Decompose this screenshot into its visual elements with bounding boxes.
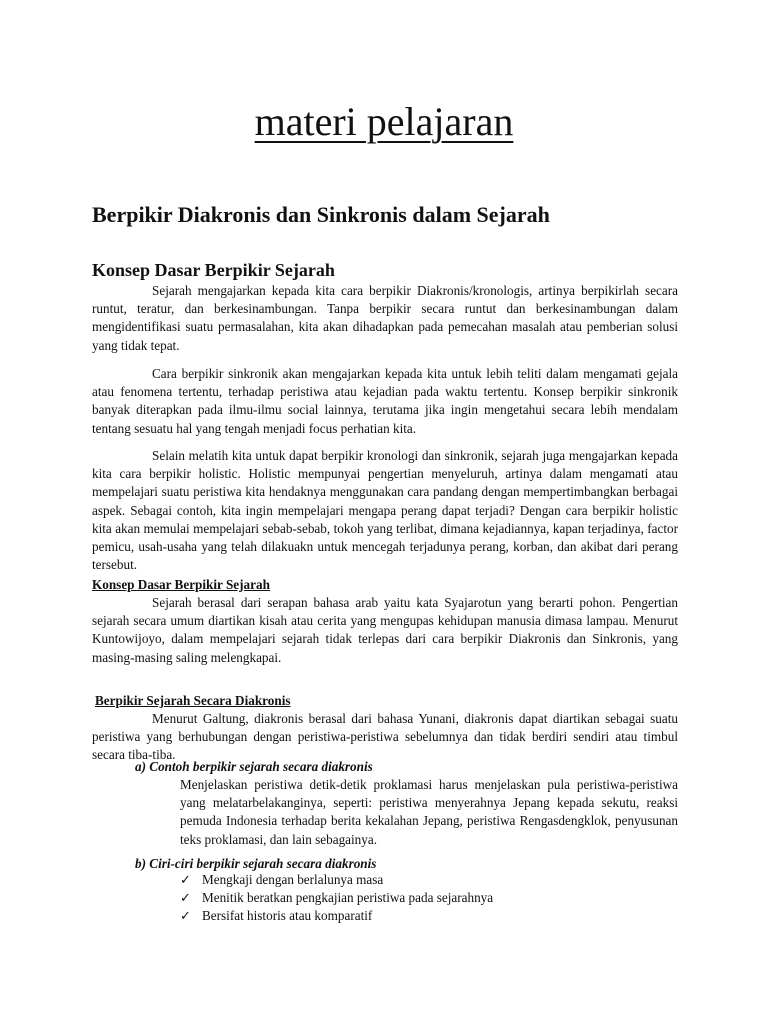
list-item bbox=[180, 871, 493, 889]
paragraph-galtung: Menurut Galtung, diakronis berasal dari bahasa Yunani, diakronis dapat diartikan sebagai suatu peristiwa yang berhubungan dengan peristiwa-peristiwa sebelumnya dan tidak berdiri sendiri atau timbul secara tiba-tiba. bbox=[92, 711, 678, 763]
page-title: materi pelajaran bbox=[254, 99, 514, 144]
trait-text: Menitik beratkan pengkajian peristiwa pada sejarahnya bbox=[202, 890, 494, 905]
subheading-konsep-dasar: Konsep Dasar Berpikir Sejarah bbox=[92, 577, 270, 592]
subheading-diakronis: Berpikir Sejarah Secara Diakronis bbox=[95, 693, 291, 708]
list-item bbox=[180, 907, 493, 925]
checkmark-icon: ✓ bbox=[180, 908, 192, 923]
paragraph-contoh-proklamasi: Menjelaskan peristiwa detik-detik proklamasi harus menjelaskan pula peristiwa-peristiwa yang melatarbelakanginya, seperti: peristiwa menyerahnya Jepang kepada sekutu, reaksi pemuda Indonesia terhadap berita kekalahan Jepang, peristiwa Rengasdengklok, penyusunan teks proklamasi, dan lain sebagainya. bbox=[180, 777, 678, 847]
paragraph-diakronis-intro: Sejarah mengajarkan kepada kita cara berpikir Diakronis/kronologis, artinya berpikirlah secara runtut, teratur, dan berkesinambungan. Tanpa berpikir secara runtut dan berkesinambungan dalam mengidentifikasi suatu permasalahan, kita akan dihadapkan pada pemecahan masalah atau pemberian solusi yang tidak tepat. bbox=[92, 283, 678, 353]
traits-list bbox=[180, 871, 493, 925]
checkmark-icon: ✓ bbox=[180, 872, 192, 887]
list-item bbox=[180, 889, 493, 907]
paragraph-holistic: Selain melatih kita untuk dapat berpikir kronologi dan sinkronik, sejarah juga mengajarkan kepada kita cara berpikir holistic. Holistic mempunyai pengertian menyeluruh, artinya dalam mengamati atau mempelajari suatu peristiwa kita hendaknya menggunakan cara pandang dengan mempertimbangkan berbagai aspek. Sebagai contoh, kita ingin mempelajari mengapa perang dapat terjadi? Dengan cara berpikir holistic kita akan memulai mempelajari sebab-sebab, tokoh yang terlibat, dimana kejadiannya, kapan terjadinya, factor pemicu, usah-usaha yang telah dilakuakn untuk mencegah terjadunya perang, korban, dan akibat dari perang tersebut. bbox=[92, 448, 678, 573]
trait-text: Mengkaji dengan berlalunya masa bbox=[202, 872, 384, 887]
main-heading: Berpikir Diakronis dan Sinkronis dalam Sejarah bbox=[92, 202, 550, 227]
paragraph-sinkronik: Cara berpikir sinkronik akan mengajarkan kepada kita untuk lebih teliti dalam mengamati gejala atau fenomena tertentu, terhadap peristiwa atau kejadian pada waktu tertentu. Konsep berpikir sinkronik banyak diterapkan pada ilmu-ilmu social lainnya, terutama jika ingin mengetahui secara lebih mendalam tentang sesuatu hal yang tengah menjadi focus perhatian kita. bbox=[92, 366, 678, 436]
checkmark-icon: ✓ bbox=[180, 890, 192, 905]
subheading-ciri-ciri: b) Ciri-ciri berpikir sejarah secara diakronis bbox=[135, 856, 377, 871]
section-heading-konsep: Konsep Dasar Berpikir Sejarah bbox=[92, 260, 335, 280]
paragraph-sejarah-definition: Sejarah berasal dari serapan bahasa arab yaitu kata Syajarotun yang berarti pohon. Pengertian sejarah secara umum diartikan kisah atau cerita yang mengupas kehidupan manusia dimasa lampau. Menurut Kuntowijoyo, dalam mempelajari sejarah tidak terlepas dari cara berpikir Diakronis dan Sinkronis, yang masing-masing saling melengkapai. bbox=[92, 595, 678, 665]
trait-text: Bersifat historis atau komparatif bbox=[202, 908, 373, 923]
subheading-contoh: a) Contoh berpikir sejarah secara diakronis bbox=[135, 759, 373, 774]
